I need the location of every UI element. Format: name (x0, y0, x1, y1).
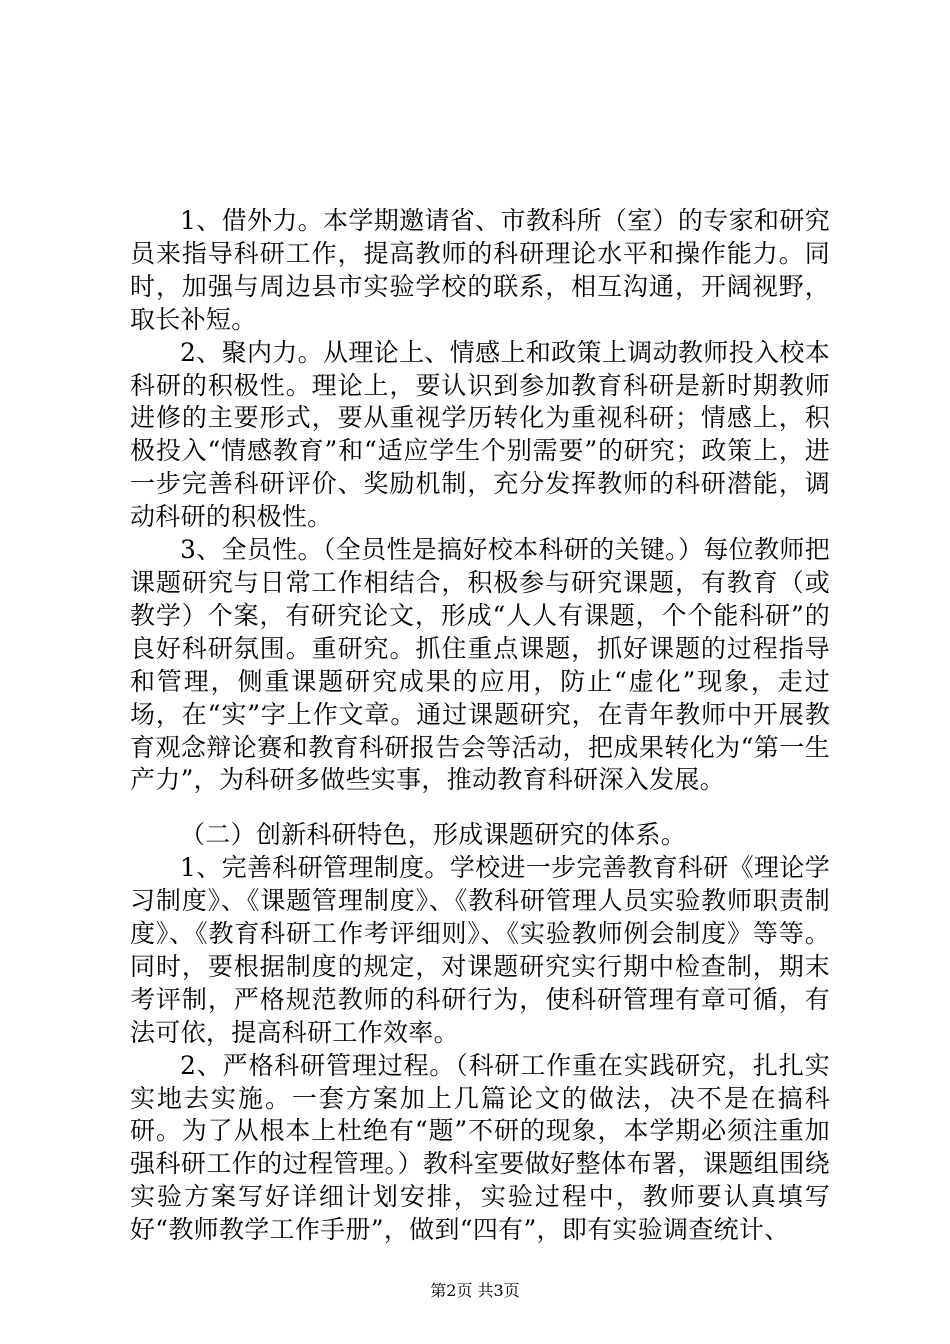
section-spacer (130, 797, 830, 819)
paragraph-borrow-external: 1、借外力。本学期邀请省、市教科所（室）的专家和研究员来指导科研工作，提高教师的科研理论水平和操作能力。同时，加强与周边县市实验学校的联系，相互沟通，开阔视野，取长补短。 (130, 206, 830, 334)
paragraph-gather-internal: 2、聚内力。从理论上、情感上和政策上调动教师投入校本科研的积极性。理论上，要认识到参加教育科研是新时期教师进修的主要形式，要从重视学历转化为重视科研；情感上，积极投入“情感教育”和“适应学生个别需要”的研究；政策上，进一步完善科研评价、奖励机制，充分发挥教师的科研潜能，调动科研的积极性。 (130, 337, 830, 532)
paragraph-management-process: 2、严格科研管理过程。（科研工作重在实践研究，扎扎实实地去实施。一套方案加上几篇论文的做法，决不是在搞科研。为了从根本上杜绝有“题”不研的现象，本学期必须注重加强科研工作的过程管理。）教科室要做好整体布署，课题组围绕实验方案写好详细计划安排，实验过程中，教师要认真填写好“教师教学工作手册”，做到“四有”，即有实验调查统计、 (130, 1050, 830, 1245)
paragraph-all-staff: 3、全员性。（全员性是搞好校本科研的关键。）每位教师把课题研究与日常工作相结合，积极参与研究课题，有教育（或教学）个案，有研究论文，形成“人人有课题，个个能科研”的良好科研氛围。重研究。抓住重点课题，抓好课题的过程指导和管理，侧重课题研究成果的应用，防止“虚化”现象，走过场，在“实”字上作文章。通过课题研究，在青年教师中开展教育观念辩论赛和教育科研报告会等活动，把成果转化为“第一生产力”，为科研多做些实事，推动教育科研深入发展。 (130, 535, 830, 795)
document-body (130, 205, 830, 1247)
paragraph-management-system: 1、完善科研管理制度。学校进一步完善教育科研《理论学习制度》、《课题管理制度》、《教科研管理人员实验教师职责制度》、《教育科研工作考评细则》、《实验教师例会制度》等等。同时，要根据制度的规定，对课题研究实行期中检查制，期末考评制，严格规范教师的科研行为，使科研管理有章可循，有法可依，提高科研工作效率。 (130, 853, 830, 1047)
section-heading-2: （二）创新科研特色，形成课题研究的体系。 (180, 820, 687, 850)
page-footer: 第2页 共3页 (430, 1281, 520, 1300)
